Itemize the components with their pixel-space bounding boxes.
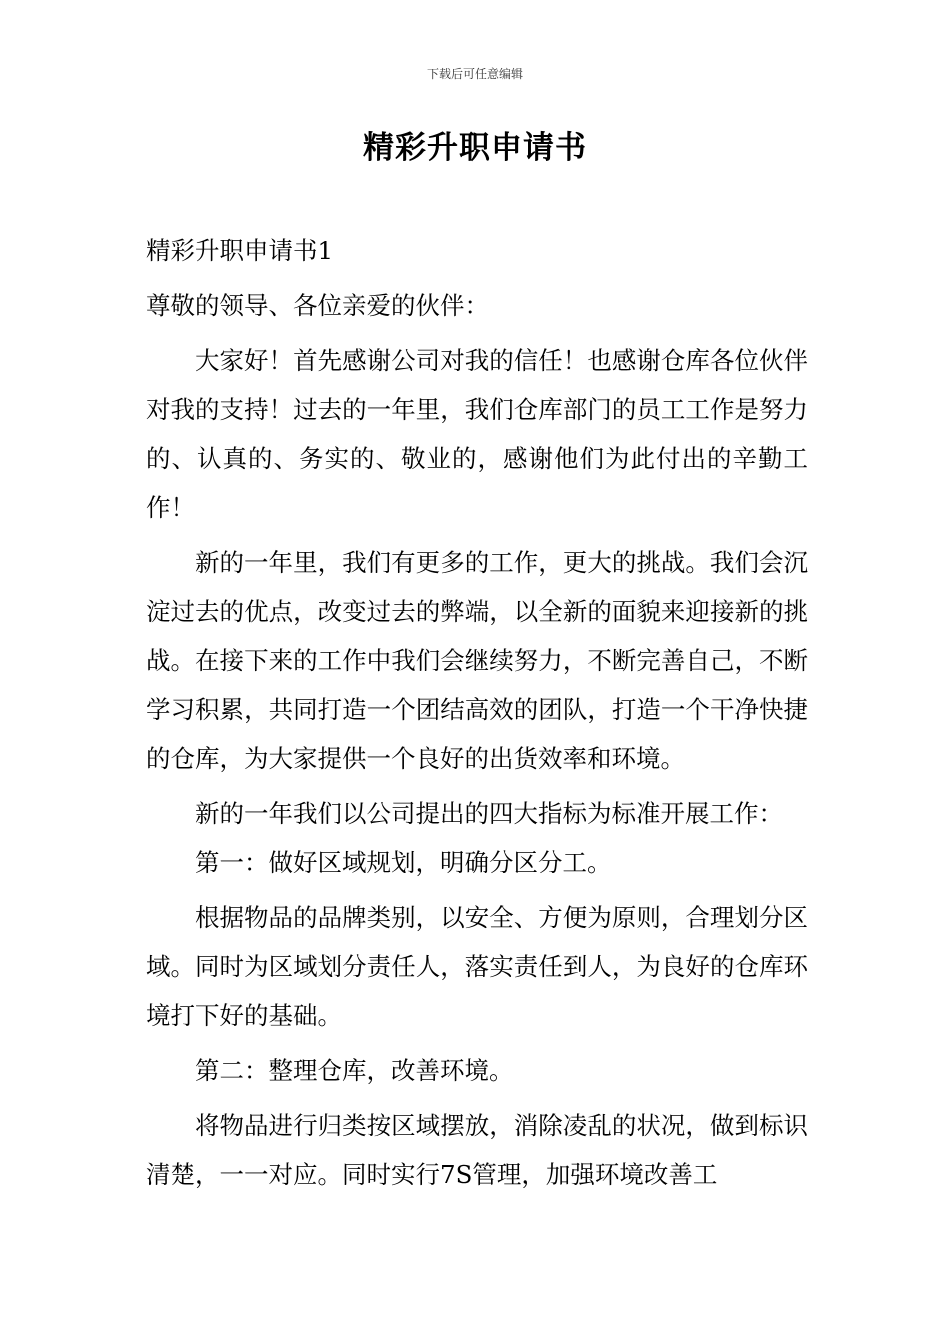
document-body xyxy=(146,226,808,1199)
page-title: 精彩升职申请书 xyxy=(363,130,587,166)
point-two-heading: 第二：整理仓库，改善环境。 xyxy=(195,1056,514,1085)
paragraph-indicators-intro: 新的一年我们以公司提出的四大指标为标准开展工作： xyxy=(195,799,783,828)
paragraph-point-two: 将物品进行归类按区域摆放，消除凌乱的状况，做到标识清楚，一一对应。同时实行7S管理，加强环境改善工 xyxy=(146,1111,808,1189)
paragraph-new-year: 新的一年里，我们有更多的工作，更大的挑战。我们会沉淀过去的优点，改变过去的弊端，以全新的面貌来迎接新的挑战。在接下来的工作中我们会继续努力，不断完善自己，不断学习积累，共同打造一个团结高效的团队，打造一个干净快捷的仓库，为大家提供一个良好的出货效率和环境。 xyxy=(146,548,808,773)
section-heading: 精彩升职申请书1 xyxy=(146,236,334,265)
paragraph-greeting: 大家好！首先感谢公司对我的信任！也感谢仓库各位伙伴对我的支持！过去的一年里，我们仓库部门的员工工作是努力的、认真的、务实的、敬业的，感谢他们为此付出的辛勤工作！ xyxy=(146,346,808,522)
paragraph-point-one: 根据物品的品牌类别，以安全、方便为原则，合理划分区域。同时为区域划分责任人，落实责任到人，为良好的仓库环境打下好的基础。 xyxy=(146,903,808,1030)
point-one-heading: 第一：做好区域规划，明确分区分工。 xyxy=(195,848,612,877)
salutation: 尊敬的领导、各位亲爱的伙伴： xyxy=(146,291,489,320)
header-note: 下载后可任意编辑 xyxy=(426,67,523,81)
